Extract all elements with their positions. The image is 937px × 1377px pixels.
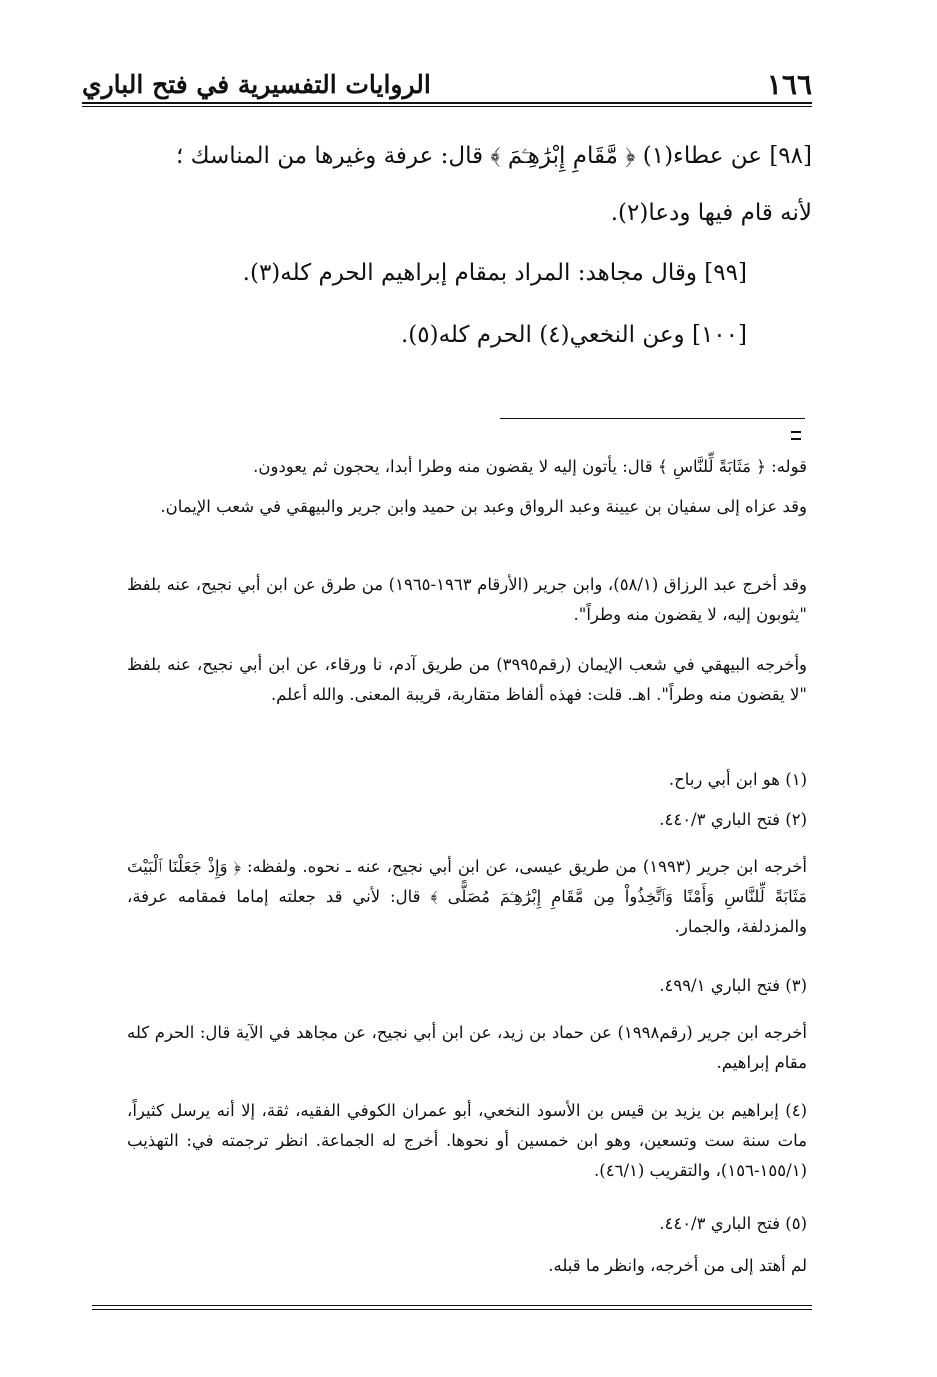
header-rule-thin — [82, 106, 812, 107]
footnote-2: (٢) فتح الباري ٤٤٠/٣. — [659, 810, 807, 829]
footnote-3: (٣) فتح الباري ٤٩٩/١. — [659, 976, 807, 995]
footnote-bayhaqi: وأخرجه البيهقي في شعب الإيمان (رقم٣٩٩٥) من طريق آدم، نا ورقاء، عن ابن أبي نجيح، عنه بلفظ "لا يقضون منه وطراً". اهـ. قلت: فهذه ألفاظ متقاربة، قريبة المعنى. والله أعلم. — [127, 655, 807, 704]
header-rule — [82, 102, 812, 104]
footnote-1: (١) هو ابن أبي رباح. — [668, 770, 807, 789]
paragraph-100: [١٠٠] وعن النخعي(٤) الحرم كله(٥). — [400, 322, 747, 348]
footnote-5: (٥) فتح الباري ٤٤٠/٣. — [659, 1214, 807, 1233]
paragraph-98-line-2: لأنه قام فيها ودعا(٢). — [610, 200, 812, 226]
bottom-rule — [92, 1305, 812, 1306]
footnote-3-detail: أخرجه ابن جرير (رقم١٩٩٨) عن حماد بن زيد، عن ابن أبي نجيح، عن مجاهد في الآية قال: الحرم كله مقام إبراهيم. — [127, 1023, 807, 1072]
footnote-abdulrazzaq: وقد أخرج عبد الرزاق (٥٨/١)، وابن جرير (الأرقام ١٩٦٣-١٩٦٥) من طرق عن ابن أبي نجيح، عنه بلفظ "يثوبون إليه، لا يقضون منه وطراً". — [127, 575, 807, 624]
running-title: الروايات التفسيرية في فتح الباري — [82, 70, 431, 99]
paragraph-98-line-1: [٩٨] عن عطاء(١) ﴿ مَّقَامِ إِبْرَٰهِـۧمَ ﴾ قال: عرفة وغيرها من المناسك ؛ — [175, 143, 812, 169]
footnote-attribution: وقد عزاه إلى سفيان بن عيينة وعبد الرواق وعبد بن حميد وابن جرير والبيهقي في شعب الإيمان. — [160, 497, 807, 516]
footnote-2-detail: أخرجه ابن جرير (١٩٩٣) من طريق عيسى، عن ابن أبي نجيح، عنه ـ نحوه. ولفظه: ﴿ وَإِذْ جَعَلْنَا ٱلْبَيْتَ مَثَابَةً لِّلنَّاسِ وَأَمْنًا وَٱتَّخِذُواْ مِن مَّقَامِ إِبْرَٰهِـۧمَ مُصَلًّى ﴾ قال: لأني قد جعلته إماما فمقامه عرفة، والمزدلفة، والجمار. — [127, 857, 808, 936]
footnote-5-detail: لم أهتد إلى من أخرجه، وانظر ما قبله. — [548, 1256, 807, 1275]
footnote-continued-text: قوله: ﴿ مَثَابَةً لِّلنَّاسِ ﴾ قال: يأتون إليه لا يقضون منه وطرا أبدا، يحجون ثم يعودون. — [253, 457, 807, 476]
page-number: ١٦٦ — [766, 68, 812, 101]
bottom-rule-thin — [92, 1309, 812, 1310]
footnote-4: (٤) إبراهيم بن يزيد بن قيس بن الأسود النخعي، أبو عمران الكوفي الفقيه، ثقة، إلا أنه يرسل كثيراً، مات سنة ست وتسعين، وهو ابن خمسين أو نحوها. أخرج له الجماعة. انظر ترجمته في: التهذيب (١٥٥/١-١٥٦)، والتقريب (٤٦/١). — [127, 1101, 807, 1180]
footnote-separator — [500, 418, 805, 419]
continuation-mark — [791, 431, 801, 440]
page-header — [82, 68, 812, 102]
paragraph-99: [٩٩] وقال مجاهد: المراد بمقام إبراهيم الحرم كله(٣). — [242, 260, 747, 286]
